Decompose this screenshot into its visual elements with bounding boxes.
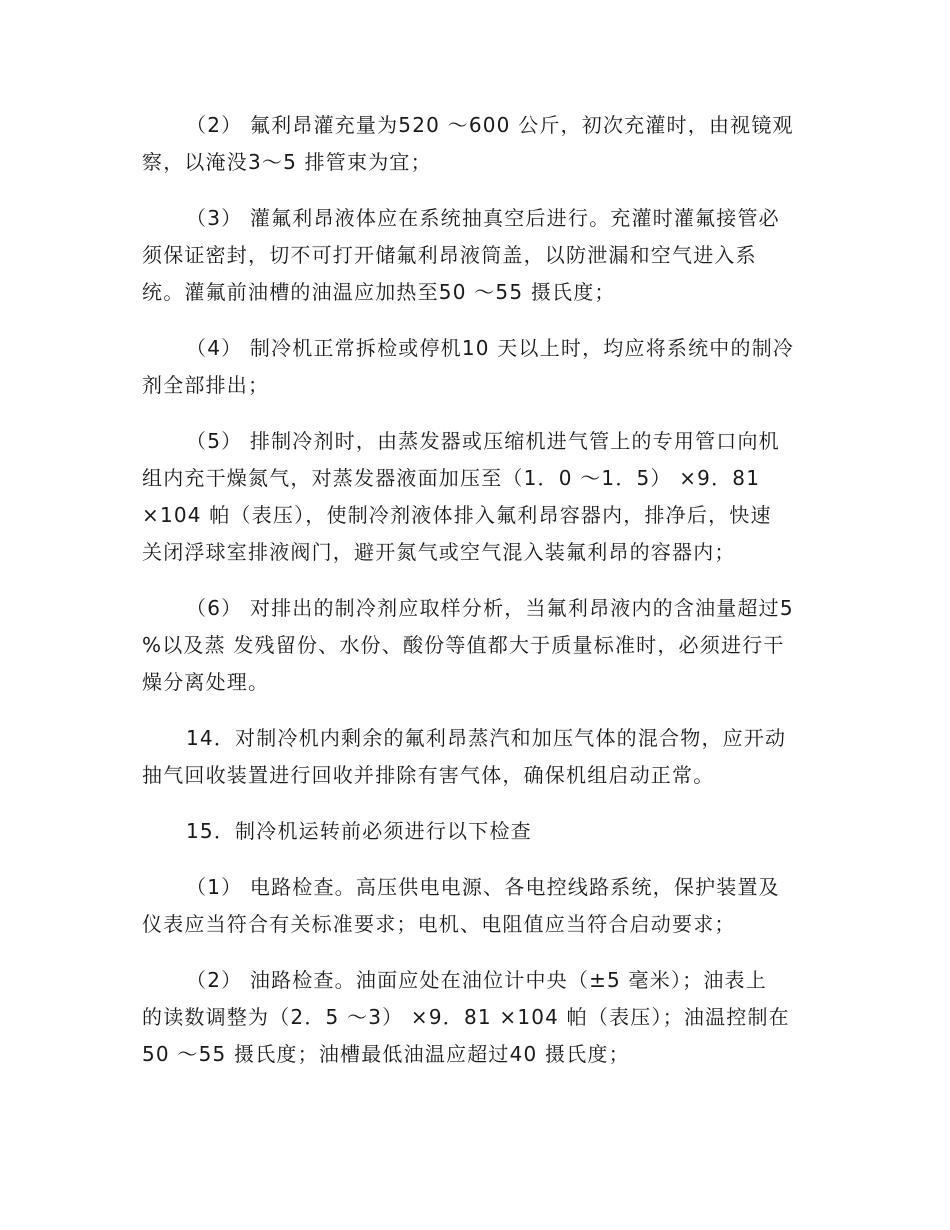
paragraph-section-15	[142, 813, 812, 850]
text-line: （5） 排制冷剂时，由蒸发器或压缩机进气管上的专用管口向机	[186, 429, 780, 453]
text-line: 的读数调整为（2．5 ～3） ×9．81 ×104 帕（表压）；油温控制在	[142, 1005, 790, 1029]
text-line: %以及蒸 发残留份、水份、酸份等值都大于质量标准时，必须进行干	[142, 633, 785, 657]
text-line: 50 ～55 摄氏度；油槽最低油温应超过40 摄氏度；	[142, 1042, 630, 1066]
paragraph-section-14	[142, 720, 812, 794]
text-line: 燥分离处理。	[142, 670, 270, 694]
text-line: （6） 对排出的制冷剂应取样分析，当氟利昂液内的含油量超过5	[186, 596, 794, 620]
paragraph-item-6-analysis	[142, 590, 812, 701]
paragraph-check-2-oil	[142, 962, 812, 1073]
text-line: （2） 油路检查。油面应处在油位计中央（±5 毫米）；油表上	[186, 968, 767, 992]
text-line: 关闭浮球室排液阀门，避开氮气或空气混入装氟利昂的容器内；	[142, 540, 736, 564]
text-line: （3） 灌氟利昂液体应在系统抽真空后进行。充灌时灌氟接管必	[186, 206, 780, 230]
text-line: 剂全部排出；	[142, 373, 270, 397]
text-line: 统。灌氟前油槽的油温应加热至50 ～55 摄氏度；	[142, 280, 616, 304]
paragraph-item-5-discharge	[142, 423, 812, 571]
text-line: 察，以淹没3～5 排管束为宜；	[142, 150, 432, 174]
text-line: 仪表应当符合有关标准要求；电机、电阻值应当符合启动要求；	[142, 912, 736, 936]
text-line: 15．制冷机运转前必须进行以下检查	[186, 819, 532, 843]
text-line: （1） 电路检查。高压供电电源、各电控线路系统，保护装置及	[186, 875, 780, 899]
paragraph-item-3-vacuum	[142, 200, 812, 311]
paragraph-item-4-drain	[142, 330, 812, 404]
paragraph-item-2-charge	[142, 107, 812, 181]
text-line: （2） 氟利昂灌充量为520 ～600 公斤，初次充灌时，由视镜观	[186, 113, 794, 137]
text-line: （4） 制冷机正常拆检或停机10 天以上时，均应将系统中的制冷	[186, 336, 795, 360]
text-line: 14．对制冷机内剩余的氟利昂蒸汽和加压气体的混合物，应开动	[186, 726, 787, 750]
document-body	[142, 107, 812, 1092]
paragraph-check-1-circuit	[142, 869, 812, 943]
text-line: 须保证密封，切不可打开储氟利昂液筒盖，以防泄漏和空气进入系	[142, 243, 757, 267]
text-line: 抽气回收装置进行回收并排除有害气体，确保机组启动正常。	[142, 763, 715, 787]
text-line: 组内充干燥氮气，对蒸发器液面加压至（1．0 ～1．5） ×9．81	[142, 466, 761, 490]
text-line: ×104 帕（表压），使制冷剂液体排入氟利昂容器内，排净后，快速	[142, 503, 772, 527]
